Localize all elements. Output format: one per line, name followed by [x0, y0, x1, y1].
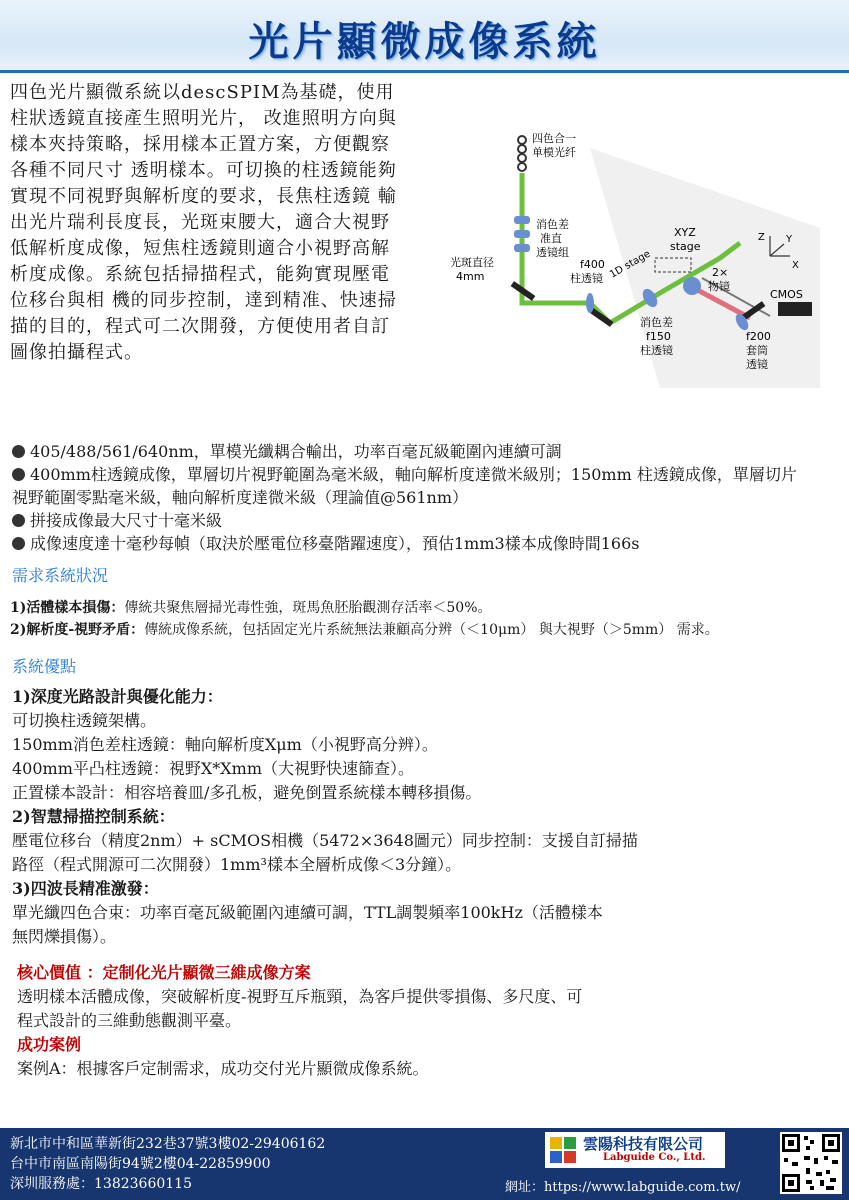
- advantage-line: 2)智慧掃描控制系統：: [12, 807, 175, 826]
- footer-addresses: [10, 1134, 325, 1194]
- core-value-section: [17, 961, 737, 1081]
- advantage-line: 150mm消色差柱透鏡：軸向解析度Xμm（小視野高分辨）。: [12, 735, 438, 754]
- needs-item-2-text: 傳統成像系統，包括固定光片系統無法兼顧高分辨（＜10μm） 與大視野（＞5mm） 需求。: [144, 622, 719, 638]
- logo-mark-icon: [548, 1135, 578, 1165]
- collimator-lens-icon: [514, 216, 530, 224]
- objective-icon: [683, 277, 701, 295]
- company-logo: [545, 1132, 725, 1168]
- label-f150b: f150: [646, 330, 671, 343]
- label-axis-y: Y: [786, 234, 793, 245]
- label-achro1: 消色差: [536, 218, 569, 231]
- advantages-heading: 系統優點: [12, 657, 77, 676]
- core-value-line: 透明樣本活體成像，突破解析度-視野互斥瓶頸，為客戶提供零損傷、多尺度、可: [17, 987, 583, 1006]
- bullet-text: 405/488/561/640nm，單模光纖耦合輸出，功率百毫瓦級範圍內連續可調: [30, 442, 562, 461]
- label-f400b: 柱透镜: [570, 272, 603, 285]
- list-item: [12, 532, 812, 555]
- label-f150a: 消色差: [640, 316, 673, 329]
- needs-item-1-text: 傳統共聚焦層掃光毒性強，斑馬魚胚胎觀測存活率＜50%。: [124, 600, 492, 616]
- advantage-line: 單光纖四色合束：功率百毫瓦級範圍內連續可調，TTL調製頻率100kHz（活體樣本: [12, 903, 603, 922]
- case-heading: 成功案例: [17, 1035, 82, 1054]
- label-fiber2: 单模光纤: [532, 146, 576, 159]
- label-obj1: 2×: [712, 266, 729, 279]
- needs-heading: 需求系統狀況: [12, 566, 109, 585]
- bullet-icon: [12, 445, 25, 458]
- list-item: [12, 463, 812, 509]
- address-line: 台中市南區南陽街94號2樓04-22859900: [10, 1156, 271, 1172]
- label-xyz2: stage: [670, 240, 701, 253]
- label-spot2: 4mm: [456, 270, 485, 283]
- core-value-title: 定制化光片顯微三維成像方案: [102, 963, 311, 982]
- cmos-camera-icon: [778, 302, 812, 316]
- core-value-line: 程式設計的三維動態觀測平臺。: [17, 1011, 242, 1030]
- label-xyz1: XYZ: [674, 226, 696, 239]
- spec-bullet-list: [12, 440, 812, 555]
- label-f200a: f200: [746, 330, 771, 343]
- needs-item-1-label: 1)活體樣本損傷：: [10, 600, 125, 616]
- advantage-line: 無閃爍損傷）。: [12, 927, 117, 946]
- advantage-line: 路徑（程式開源可二次開發）1mm³樣本全層析成像＜3分鐘）。: [12, 855, 462, 874]
- advantage-line: 正置樣本設計：相容培養皿/多孔板，避免倒置系統樣本轉移損傷。: [12, 783, 482, 802]
- bullet-icon: [12, 537, 25, 550]
- bullet-text: 400mm柱透鏡成像，單層切片視野範圍為毫米級，軸向解析度達微米級別；150mm 柱透鏡成像，單層切片視野範圍零點毫米級，軸向解析度達微米級（理論值@561nm）: [12, 465, 797, 507]
- address-line: 深圳服務處：13823660115: [10, 1176, 192, 1192]
- bullet-icon: [12, 468, 25, 481]
- advantage-line: 壓電位移台（精度2nm）+ sCMOS相機（5472×3648圖元）同步控制：支援自訂掃描: [12, 831, 638, 850]
- core-value-label: 核心價值 ：: [17, 963, 103, 982]
- label-achro2: 准直: [540, 232, 562, 245]
- label-f200c: 透镜: [746, 358, 768, 371]
- advantage-line: 1)深度光路設計與優化能力：: [12, 687, 223, 706]
- list-item: [12, 440, 812, 463]
- address-line: 新北市中和區華新街232巷37號3樓02-29406162: [10, 1136, 326, 1152]
- list-item: [12, 509, 812, 532]
- label-cmos: CMOS: [770, 288, 803, 301]
- label-spot1: 光斑直径: [450, 256, 494, 269]
- case-text: 案例A：根據客戶定制需求，成功交付光片顯微成像系統。: [17, 1059, 429, 1078]
- advantage-line: 可切換柱透鏡架構。: [12, 711, 157, 730]
- advantage-line: 3)四波長精准激發：: [12, 879, 159, 898]
- label-obj2: 物镜: [708, 280, 730, 293]
- bullet-text: 成像速度達十毫秒每幀（取決於壓電位移臺階躍速度），預估1mm3樣本成像時間166s: [30, 534, 640, 553]
- advantages-list: [12, 685, 732, 949]
- header-divider: [0, 70, 849, 73]
- company-name-en: Labguide Co., Ltd.: [603, 1152, 706, 1163]
- f400-lens-icon: [586, 293, 594, 313]
- intro-paragraph: 四色光片顯微系統以descSPIM為基礎，使用柱狀透鏡直接產生照明光片， 改進照明方向與樣本夾持策略，採用樣本正置方案，方便觀察各種不同尺寸 透明樣本。可切換的柱透鏡能夠實現不同視野與解析度的要求，長焦柱透鏡 輸出光片瑞利長度長，光斑束腰大，適合大視野低解析度成像，短焦柱透鏡則適合小視野高解析度成像。系統包括掃描程式，能夠實現壓電位移台與相 機的同步控制，達到精准、快速掃描的目的，程式可二次開發，方便使用者自訂圖像拍攝程式。: [10, 82, 397, 363]
- label-f150c: 柱透镜: [640, 344, 673, 357]
- advantage-line: 400mm平凸柱透鏡：視野X*Xmm（大視野快速篩查）。: [12, 759, 415, 778]
- page-title: 光片顯微成像系統: [248, 18, 601, 65]
- label-axis-x: X: [792, 260, 799, 271]
- optical-setup-diagram: [440, 118, 820, 388]
- label-1d-stage: 1D stage: [608, 248, 653, 281]
- needs-item-2: [10, 619, 719, 641]
- website-link[interactable]: 網址：https://www.labguide.com.tw/: [505, 1180, 741, 1195]
- label-fiber: 四色合一: [532, 132, 576, 145]
- label-axis-z: Z: [758, 232, 765, 243]
- company-name: 雲陽科技有限公司: [583, 1135, 704, 1153]
- needs-item-1: [10, 597, 492, 619]
- label-f400a: f400: [580, 258, 605, 271]
- qr-code-icon: [780, 1132, 842, 1194]
- label-achro3: 透镜组: [536, 246, 569, 259]
- label-f200b: 套筒: [746, 344, 768, 357]
- bullet-icon: [12, 514, 25, 527]
- bullet-text: 拼接成像最大尺寸十毫米級: [30, 511, 223, 530]
- needs-item-2-label: 2)解析度-視野矛盾：: [10, 622, 145, 638]
